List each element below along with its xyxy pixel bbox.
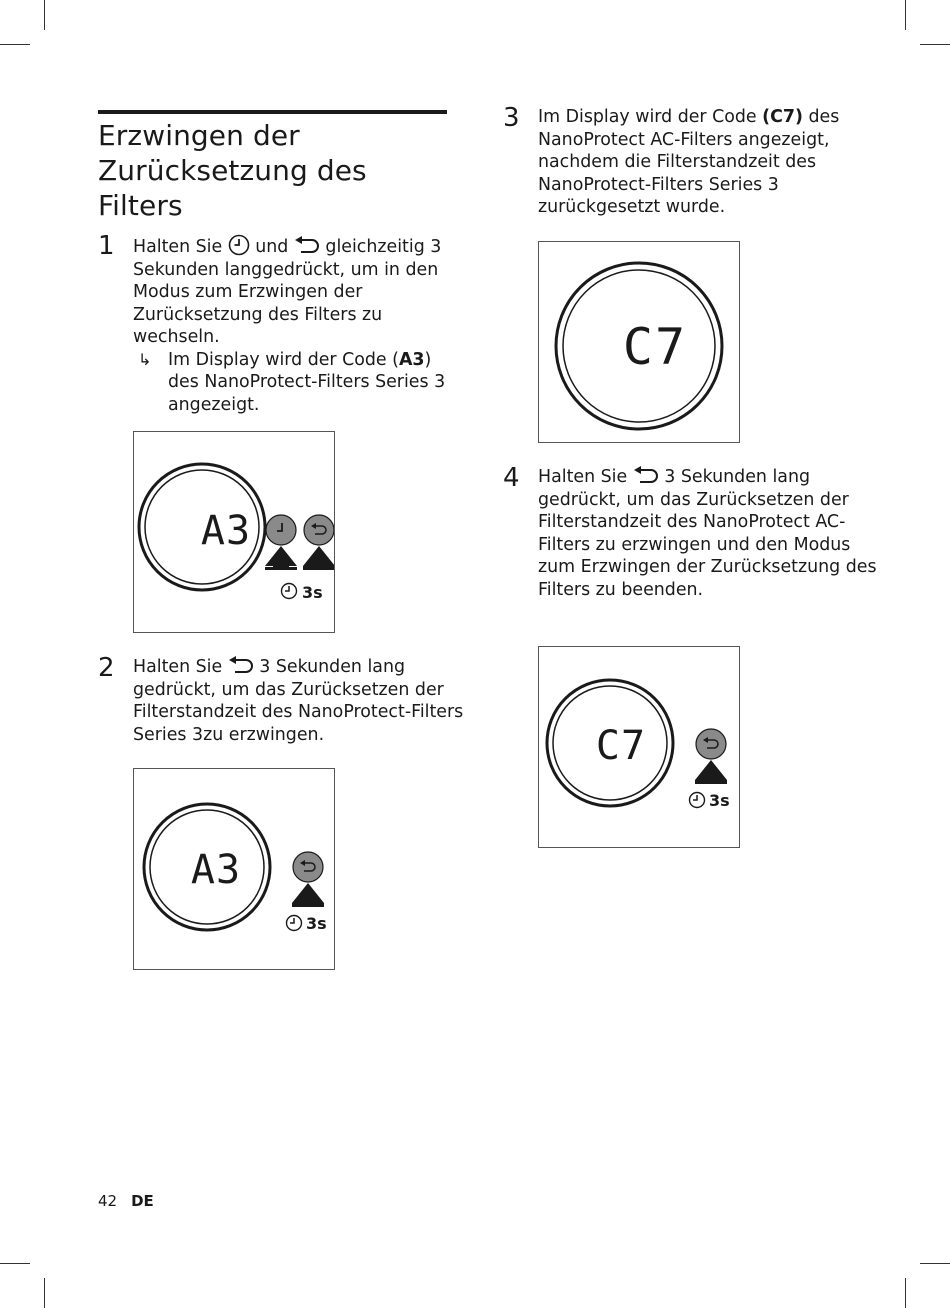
step-3 [503,103,888,219]
language-code: DE [131,1192,154,1210]
crop-mark [920,44,950,45]
step-text: Halten Sie 3 Sekunden lang gedrückt, um das Zurücksetzen der Filterstandzeit des NanoProtect AC-Filters zu erzwingen und den Modus zum Erzwingen der Zurücksetzung des Filters zu beenden. [538,467,877,600]
step-number: 2 [98,653,115,683]
press-arrow-icon [265,546,297,570]
crop-mark [44,0,45,30]
page-footer [98,1192,154,1210]
title-line: Filters [98,189,183,222]
reset-button [696,729,726,759]
step-4 [503,463,888,601]
heading-rule [98,110,447,114]
figure-3 [538,241,740,443]
result-arrow-icon: ↳ [138,349,152,369]
step-number: 1 [98,231,115,261]
page-number: 42 [98,1192,118,1210]
duration-label: 3s [709,791,730,810]
crop-mark [44,1278,45,1308]
press-arrow-icon [303,546,334,566]
display-readout: C7 [622,318,688,376]
press-arrow-icon [695,760,727,780]
reset-arrow-icon [294,236,320,256]
crop-mark [905,1278,906,1308]
clock-icon [228,234,250,256]
title-line: Zurücksetzung des [98,154,367,187]
title-line: Erzwingen der [98,119,300,152]
press-arrow-icon [292,883,324,903]
step-text: Halten Sie 3 Sekunden lang gedrückt, um das Zurücksetzen der Filterstandzeit des NanoProtect-Filters Series 3zu erzwingen. [133,657,464,745]
figure-4 [538,646,740,848]
figure-1 [133,431,335,633]
duration-label: 3s [302,583,323,602]
reset-arrow-icon [633,466,659,486]
display-readout: C7 [595,723,647,769]
step-number: 3 [503,103,520,133]
display-readout: A3 [190,847,242,893]
step-number: 4 [503,463,520,493]
step-1 [98,231,448,416]
reset-button [293,852,323,882]
step-2 [98,653,483,746]
display-code: A3 [398,349,425,370]
display-code: (C7) [762,107,803,127]
left-column [98,110,448,416]
display-readout: A3 [200,508,252,554]
step-text: Im Display wird der Code (C7) des NanoProtect AC-Filters angezeigt, nachdem die Filterstandzeit des NanoProtect-Filters Series 3 zurückgesetzt wurde. [538,107,840,217]
step-text: Halten Sie und gleichzeitig 3 Sekunden langgedrückt, um in den Modus zum Erzwingen der Zurücksetzung des Filters zu wechseln. [133,234,448,349]
reset-button [304,515,334,545]
crop-mark [905,0,906,30]
duration-label: 3s [306,914,327,933]
page-title [98,118,448,223]
crop-mark [0,44,30,45]
crop-mark [0,1263,30,1264]
clock-button [266,515,296,545]
figure-2 [133,768,335,970]
reset-arrow-icon [228,656,254,676]
crop-mark [920,1263,950,1264]
step-result: ↳ Im Display wird der Code (A3) des NanoProtect-Filters Series 3 angezeigt. [138,349,446,415]
